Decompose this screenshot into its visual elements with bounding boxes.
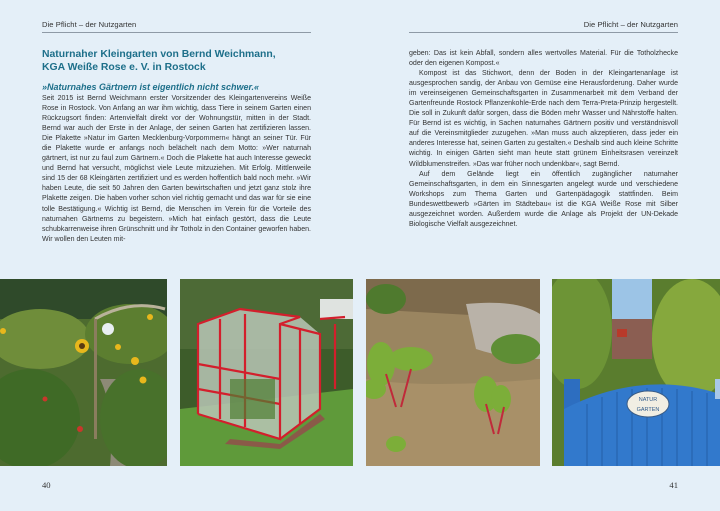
header-rule: [42, 32, 311, 33]
paragraph: geben: Das ist kein Abfall, sondern alles wertvolles Material. Für die Totholzhecke oder den eigenen Kompost.«: [409, 50, 678, 68]
photo-chard-mulch: [366, 279, 540, 466]
title-line-2: KGA Weiße Rose e. V. in Rostock: [42, 62, 206, 74]
body-text-left: [42, 94, 311, 245]
running-head: Die Pflicht – der Nutzgarten: [583, 20, 678, 29]
paragraph: Auf dem Gelände liegt ein öffentlich zugänglicher naturnaher Gemeinschaftsgarten, in dem ein Sinnesgarten angelegt wurde und verschiedene Workshops zum Thema Garten und Gartenpädagogik stattfinden. Beim Bundeswettbewerb »Gärten im Städtebau« ist die KGA Weiße Rose mit Silber ausgezeichnet worden. Außerdem wurde die Anlage als Projekt der UN-Dekade Biologische Vielfalt ausgezeichnet.: [409, 170, 678, 228]
photo-red-greenhouse: [180, 279, 353, 466]
article-title: [42, 48, 322, 75]
svg-text:GARTEN: GARTEN: [636, 407, 660, 413]
paragraph: Kompost ist das Stichwort, denn der Boden in der Kleingartenanlage ist ausgesprochen sandig, der Anbau von Gemüse eine Herausforderung. Daher wurde im vereinseigenen Gemeinschaftsgarten in Zusammenarbeit mit dem Verband der Gartenfreunde Rostock Pflanzenkohle-Erde nach dem Terra-Preta-Prinzip hergestellt. Die soll in Zukunft dafür sorgen, dass die Böden mehr Wasser und Nährstoffe halten. Für Bernd ist es wichtig, in Sachen naturnahes Gärtnern positiv und verständnisvoll auf die Vereinsmitglieder zuzugehen. »Man muss auch akzeptieren, dass jeder ein anderes Interesse hat, seinen Garten zu gestalten.« Deshalb sind auch kleine Schritte wichtig. In einigen Gärten sieht man heute statt grünem Einheitsrasen vereinzelt Wildblumenstreifen. »Das war früher noch undenkbar«, sagt Bernd.: [409, 70, 678, 168]
page-number: 41: [669, 480, 678, 490]
body-text-right: [409, 49, 678, 230]
header-rule: [409, 32, 678, 33]
photo-sunflower-garden: [0, 279, 167, 466]
title-line-1: Naturnaher Kleingarten von Bernd Weichmann,: [42, 49, 276, 60]
sign-text: NATUR: [638, 397, 658, 403]
paragraph: Seit 2015 ist Bernd Weichmann erster Vorsitzender des Kleingartenvereins Weiße Rose in Rostock. Von Anfang an war ihm wichtig, dass Tiere in seinem Garten einen Rückzugsort finden: Artenvielfalt direkt vor der Wohnungstür, mitten in der Stadt. Bernd war auch der Erste in der Anlage, der seinen Garten hat zertifizieren lassen. Die Plakette »Natur im Garten Mecklenburg-Vorpommern« hängt an seiner Tür. Für die Plakette wurde er anfangs noch belächelt nach dem Motto: »Wer naturnah gärtnert, ist nur zu faul zum Gärtnern.« Doch die Plakette hat auch Interesse geweckt und Bernd hat versucht, möglichst viele Leute mitzuziehen. Mit Erfolg. Mittlerweile sind 15 der 68 Kleingärten zertifiziert und es werden hoffentlich bald noch mehr. »Wir haben Leute, die seit 50 Jahren den Garten bewirtschaften und jetzt ganz stolz ihre Plakette zeigen. Die haben vorher schon viel richtig gemacht und das war für sie eine tolle Bestätigung.« Wichtig ist Bernd, die Menschen im Verein für die Vorteile des naturnahen Gärtnerns zu begeistern. »Mich hat einfach gestört, dass die Leute schubkarrenweise ihren Grünschnitt und ihr Totholz in den Container geworfen haben. Wir wollen den Leuten mit-: [42, 95, 311, 243]
photo-blue-garden-gate: [552, 279, 720, 466]
article-subtitle: »Naturnahes Gärtnern ist eigentlich nicht schwer.«: [42, 82, 260, 92]
running-head: Die Pflicht – der Nutzgarten: [42, 20, 137, 29]
page-number: 40: [42, 480, 51, 490]
